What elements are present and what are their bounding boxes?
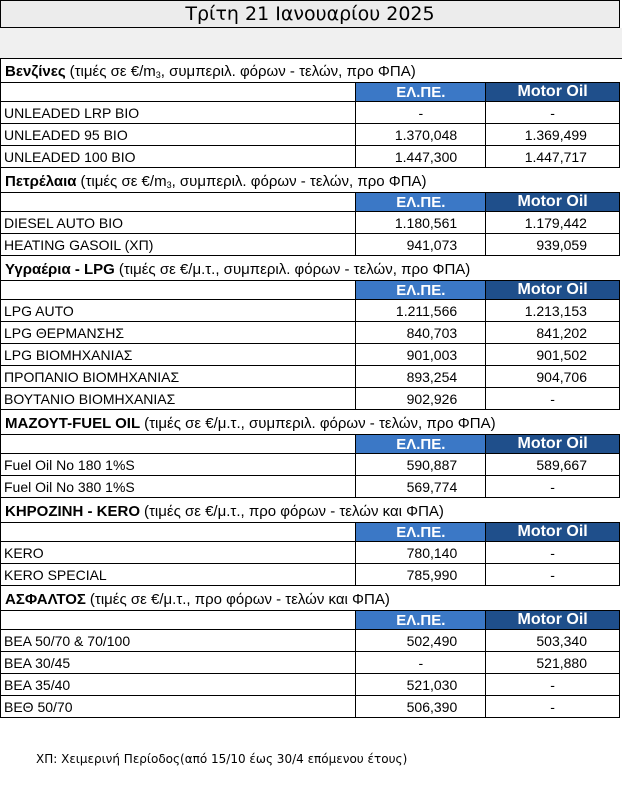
header-motor-oil: Motor Oil	[486, 193, 620, 211]
elpe-price: -	[356, 652, 486, 673]
header-motor-oil: Motor Oil	[486, 435, 620, 453]
table-row	[0, 300, 620, 322]
table-row	[0, 212, 620, 234]
section-unit-desc: (τιμές σε €/μ.τ., προ φόρων - τελών και ΦΠΑ)	[89, 591, 390, 608]
header-elpe: ΕΛ.ΠΕ.	[356, 611, 486, 629]
table-row	[0, 674, 620, 696]
section-unit-sup: 3	[166, 180, 172, 190]
table-row	[0, 542, 620, 564]
product-name: LPG AUTO	[1, 300, 356, 321]
table-row	[0, 564, 620, 586]
title-spacer-band	[0, 28, 622, 59]
table-row	[0, 696, 620, 718]
elpe-price: 902,926	[356, 388, 486, 409]
product-name: UNLEADED 100 BIO	[1, 146, 356, 167]
section-name: ΜΑΖΟΥΤ-FUEL OIL	[5, 415, 141, 432]
motor-oil-price: 521,880	[486, 652, 620, 673]
product-name: Fuel Oil No 180 1%S	[1, 454, 356, 475]
section-name: Βενζίνες	[5, 63, 66, 80]
motor-oil-price: 1.447,717	[486, 146, 620, 167]
motor-oil-price: 589,667	[486, 454, 620, 475]
product-name: HEATING GASOIL (ΧΠ)	[1, 234, 356, 255]
page-title: Τρίτη 21 Ιανουαρίου 2025	[0, 0, 620, 28]
column-header-row	[0, 522, 620, 542]
elpe-price: 1.211,566	[356, 300, 486, 321]
motor-oil-price: -	[486, 674, 620, 695]
elpe-price: 941,073	[356, 234, 486, 255]
footnote: ΧΠ: Χειμερινή Περίοδος(από 15/10 έως 30/4 επόμενου έτους)	[36, 752, 408, 766]
elpe-price: 785,990	[356, 564, 486, 585]
section-name: ΑΣΦΑΛΤΟΣ	[5, 591, 86, 608]
header-elpe: ΕΛ.ΠΕ.	[356, 435, 486, 453]
motor-oil-price: -	[486, 696, 620, 717]
column-header-row	[0, 280, 620, 300]
section-unit-desc: (τιμές σε €/m	[80, 173, 167, 190]
elpe-price: 780,140	[356, 542, 486, 563]
table-row	[0, 630, 620, 652]
section-title	[0, 168, 620, 192]
section-title	[0, 498, 620, 522]
section-unit-desc-rest: , συμπεριλ. φόρων - τελών, προ ΦΠΑ)	[171, 173, 427, 190]
elpe-price: -	[356, 102, 486, 123]
header-elpe: ΕΛ.ΠΕ.	[356, 193, 486, 211]
table-row	[0, 476, 620, 498]
motor-oil-price: -	[486, 564, 620, 585]
price-sections	[0, 58, 622, 718]
header-blank-cell	[1, 435, 356, 453]
header-blank-cell	[1, 83, 356, 101]
elpe-price: 901,003	[356, 344, 486, 365]
motor-oil-price: -	[486, 388, 620, 409]
product-name: ΠΡΟΠΑΝΙΟ ΒΙΟΜΗΧΑΝΙΑΣ	[1, 366, 356, 387]
header-motor-oil: Motor Oil	[486, 611, 620, 629]
motor-oil-price: 503,340	[486, 630, 620, 651]
table-row	[0, 366, 620, 388]
product-name: UNLEADED 95 BIO	[1, 124, 356, 145]
product-name: UNLEADED LRP BIO	[1, 102, 356, 123]
table-row	[0, 146, 620, 168]
motor-oil-price: 901,502	[486, 344, 620, 365]
header-elpe: ΕΛ.ΠΕ.	[356, 523, 486, 541]
motor-oil-price: 904,706	[486, 366, 620, 387]
table-row	[0, 322, 620, 344]
table-row	[0, 454, 620, 476]
column-header-row	[0, 192, 620, 212]
table-row	[0, 234, 620, 256]
elpe-price: 1.180,561	[356, 212, 486, 233]
elpe-price: 590,887	[356, 454, 486, 475]
product-name: LPG ΒΙΟΜΗΧΑΝΙΑΣ	[1, 344, 356, 365]
elpe-price: 502,490	[356, 630, 486, 651]
table-row	[0, 388, 620, 410]
section-unit-desc-rest: , συμπεριλ. φόρων - τελών, προ ΦΠΑ)	[160, 63, 416, 80]
motor-oil-price: 1.369,499	[486, 124, 620, 145]
product-name: ΒΟΥΤΑΝΙΟ ΒΙΟΜΗΧΑΝΙΑΣ	[1, 388, 356, 409]
elpe-price: 569,774	[356, 476, 486, 497]
section-title	[0, 586, 620, 610]
section-unit-desc: (τιμές σε €/m	[69, 63, 156, 80]
section-title	[0, 256, 620, 280]
product-name: KERO	[1, 542, 356, 563]
section-unit-desc: (τιμές σε €/μ.τ., συμπεριλ. φόρων - τελών, προ ΦΠΑ)	[144, 415, 496, 432]
motor-oil-price: 1.213,153	[486, 300, 620, 321]
header-motor-oil: Motor Oil	[486, 83, 620, 101]
section-unit-sup: 3	[155, 70, 161, 80]
elpe-price: 521,030	[356, 674, 486, 695]
motor-oil-price: -	[486, 102, 620, 123]
header-elpe: ΕΛ.ΠΕ.	[356, 281, 486, 299]
table-row	[0, 652, 620, 674]
table-row	[0, 124, 620, 146]
header-blank-cell	[1, 611, 356, 629]
motor-oil-price: 939,059	[486, 234, 620, 255]
section-unit-desc: (τιμές σε €/μ.τ., προ φόρων - τελών και ΦΠΑ)	[144, 503, 444, 520]
header-blank-cell	[1, 281, 356, 299]
elpe-price: 1.370,048	[356, 124, 486, 145]
product-name: ΒΕΑ 35/40	[1, 674, 356, 695]
elpe-price: 506,390	[356, 696, 486, 717]
motor-oil-price: -	[486, 542, 620, 563]
column-header-row	[0, 610, 620, 630]
elpe-price: 893,254	[356, 366, 486, 387]
header-elpe: ΕΛ.ΠΕ.	[356, 83, 486, 101]
product-name: KERO SPECIAL	[1, 564, 356, 585]
product-name: ΒΕΑ 30/45	[1, 652, 356, 673]
elpe-price: 840,703	[356, 322, 486, 343]
product-name: ΒΕΑ 50/70 & 70/100	[1, 630, 356, 651]
section-unit-desc: (τιμές σε €/μ.τ., συμπεριλ. φόρων - τελών, προ ΦΠΑ)	[118, 261, 471, 278]
header-blank-cell	[1, 523, 356, 541]
header-motor-oil: Motor Oil	[486, 281, 620, 299]
section-name: ΚΗΡΟΖΙΝΗ - KERO	[5, 503, 140, 520]
product-name: LPG ΘΕΡΜΑΝΣΗΣ	[1, 322, 356, 343]
section-name: Πετρέλαια	[5, 173, 77, 190]
product-name: Fuel Oil No 380 1%S	[1, 476, 356, 497]
column-header-row	[0, 82, 620, 102]
motor-oil-price: -	[486, 476, 620, 497]
header-motor-oil: Motor Oil	[486, 523, 620, 541]
table-row	[0, 102, 620, 124]
section-name: Υγραέρια - LPG	[5, 261, 115, 278]
section-title	[0, 58, 620, 82]
product-name: DIESEL AUTO BIO	[1, 212, 356, 233]
header-blank-cell	[1, 193, 356, 211]
section-title	[0, 410, 620, 434]
product-name: ΒΕΘ 50/70	[1, 696, 356, 717]
motor-oil-price: 841,202	[486, 322, 620, 343]
elpe-price: 1.447,300	[356, 146, 486, 167]
table-row	[0, 344, 620, 366]
column-header-row	[0, 434, 620, 454]
motor-oil-price: 1.179,442	[486, 212, 620, 233]
